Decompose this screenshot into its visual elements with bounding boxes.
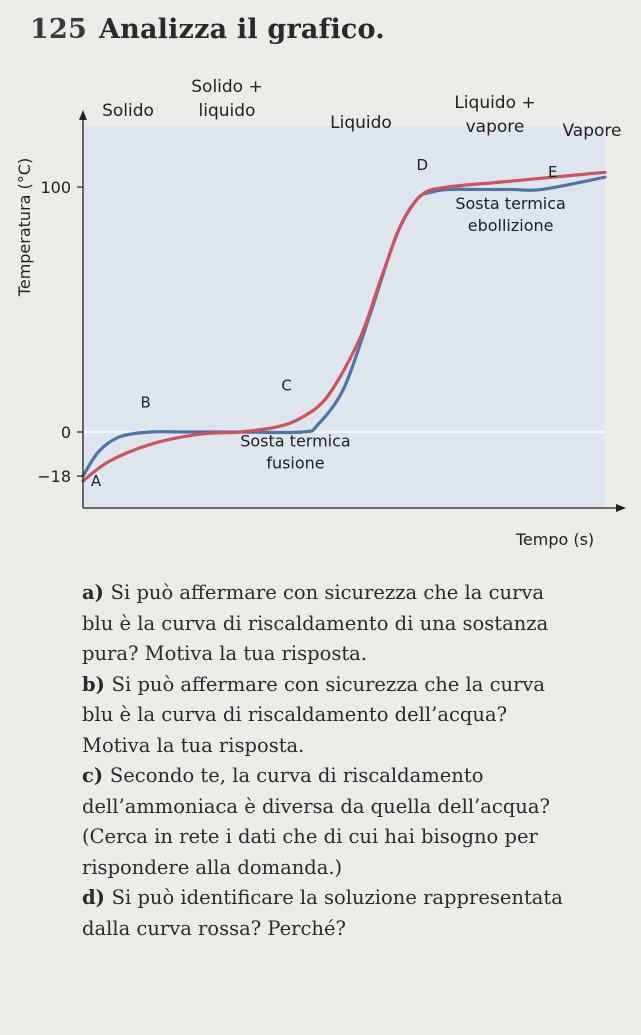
question-text: pura? Motiva la tua risposta. [82, 642, 367, 665]
question-text: Si può affermare con sicurezza che la curva [110, 581, 545, 604]
question-text: blu è la curva di riscaldamento di una sostanza [82, 611, 549, 635]
question-line [82, 639, 627, 670]
question-letter: c) [82, 764, 110, 787]
point-label-e: E [548, 163, 558, 182]
y-tick-label: 0 [60, 423, 71, 442]
questions-list [82, 578, 627, 944]
heating-curve-chart [0, 70, 641, 560]
question-text: dalla curva rossa? Perché? [82, 916, 346, 940]
annotation-line: Sosta termica [240, 431, 351, 451]
phase-label: vapore [465, 117, 525, 137]
point-label-b: B [140, 393, 151, 412]
y-tick-label: 100 [40, 178, 71, 197]
question-line [82, 853, 627, 884]
question-text: Motiva la tua risposta. [82, 733, 305, 757]
exercise-title: Analizza il grafico. [98, 14, 385, 45]
phase-label: liquido [198, 101, 256, 121]
phase-label: Liquido + [454, 93, 536, 113]
question-letter: d) [82, 886, 112, 909]
question-line [82, 700, 627, 731]
question-line [82, 883, 627, 914]
annotation-line: fusione [266, 453, 325, 473]
annotation-line: Sosta termica [455, 194, 566, 214]
question-line [82, 731, 627, 762]
question-line [82, 670, 627, 701]
point-label-d: D [416, 155, 429, 174]
y-axis-arrow [79, 110, 87, 120]
question-text: Secondo te, la curva di riscaldamento [109, 764, 484, 787]
exercise-number: 125 [30, 14, 87, 45]
chart-svg [0, 70, 641, 560]
point-label-c: C [281, 376, 292, 395]
question-line [82, 914, 627, 945]
question-line [82, 792, 627, 823]
question-line [82, 761, 627, 792]
x-axis-label: Tempo (s) [515, 530, 595, 549]
question-line [82, 822, 627, 853]
question-text: blu è la curva di riscaldamento dell’acqua? [82, 703, 508, 726]
question-text: (Cerca in rete i dati che di cui hai bisogno per [82, 825, 538, 848]
question-text: Si può identificare la soluzione rappresentata [111, 886, 563, 909]
point-label-a: A [90, 471, 102, 490]
question-text: rispondere alla domanda.) [82, 855, 343, 879]
question-letter: a) [82, 581, 111, 604]
question-text: Si può affermare con sicurezza che la curva [111, 672, 546, 696]
y-tick-label: −18 [37, 467, 71, 487]
y-axis-label: Temperatura (°C) [15, 157, 34, 297]
exercise-header [30, 14, 385, 45]
phase-label: Liquido [330, 113, 392, 133]
phase-label: Solido + [191, 77, 263, 97]
annotation-line: ebollizione [467, 216, 554, 236]
phase-label: Solido [102, 101, 154, 121]
question-line [82, 578, 627, 609]
question-letter: b) [82, 672, 112, 696]
question-text: dell’ammoniaca è diversa da quella dell’acqua? [82, 794, 550, 818]
question-line [82, 609, 627, 640]
x-axis-arrow [616, 504, 626, 512]
phase-label: Vapore [562, 121, 622, 141]
